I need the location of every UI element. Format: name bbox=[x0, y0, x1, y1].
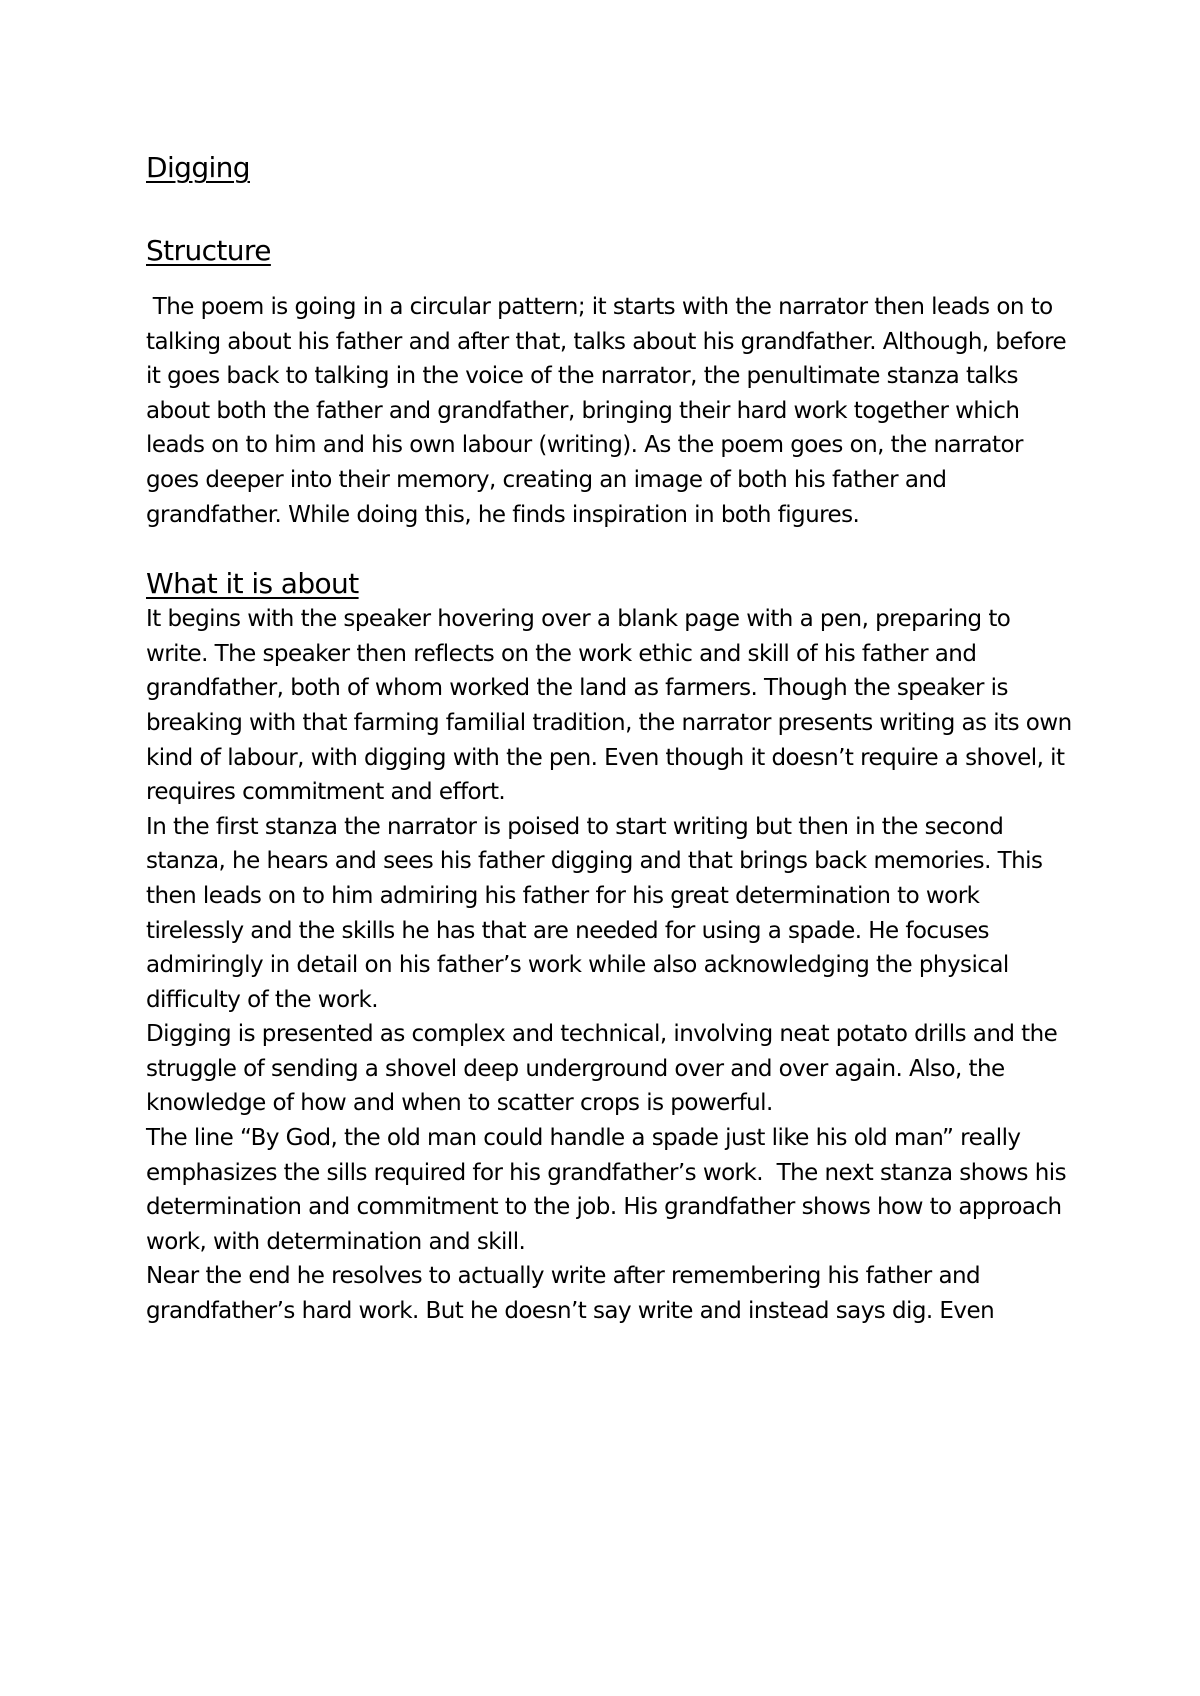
structure-heading: Structure bbox=[146, 234, 271, 267]
document-page bbox=[146, 150, 1079, 1329]
about-paragraph-4: The line “By God, the old man could handle a spade just like his old man” really emphasizes the sills required for his grandfather’s work. The next stanza shows his determination and commitment to the job. His grandfather shows how to approach work, with determination and skill. bbox=[146, 1125, 1073, 1255]
about-heading: What it is about bbox=[146, 567, 359, 601]
document-title: Digging bbox=[146, 151, 250, 184]
about-paragraph-1: It begins with the speaker hovering over a blank page with a pen, preparing to write. The speaker then reflects on the work ethic and skill of his father and grandfather, both of whom worked the land as farmers. Though the speaker is breaking with that farming familial tradition, the narrator presents writing as its own kind of labour, with digging with the pen. Even though it doesn’t require a shovel, it requires commitment and effort. bbox=[146, 606, 1079, 806]
structure-paragraph: The poem is going in a circular pattern; it starts with the narrator then leads on to talking about his father and after that, talks about his grandfather. Although, before it goes back to talking in the voice of the narrator, the penultimate stanza talks about both the father and grandfather, bringing their hard work together which leads on to him and his own labour (writing). As the poem goes on, the narrator goes deeper into their memory, creating an image of both his father and grandfather. While doing this, he finds inspiration in both figures. bbox=[146, 294, 1073, 528]
about-paragraph-5: Near the end he resolves to actually write after remembering his father and grandfather’s hard work. But he doesn’t say write and instead says dig. Even bbox=[146, 1263, 995, 1325]
about-paragraph-3: Digging is presented as complex and technical, involving neat potato drills and the struggle of sending a shovel deep underground over and over again. Also, the knowledge of how and when to scatter crops is powerful. bbox=[146, 1021, 1065, 1117]
about-paragraph-2: In the first stanza the narrator is poised to start writing but then in the second stanza, he hears and sees his father digging and that brings back memories. This then leads on to him admiring his father for his great determination to work tirelessly and the skills he has that are needed for using a spade. He focuses admiringly in detail on his father’s work while also acknowledging the physical difficulty of the work. bbox=[146, 813, 1050, 1013]
